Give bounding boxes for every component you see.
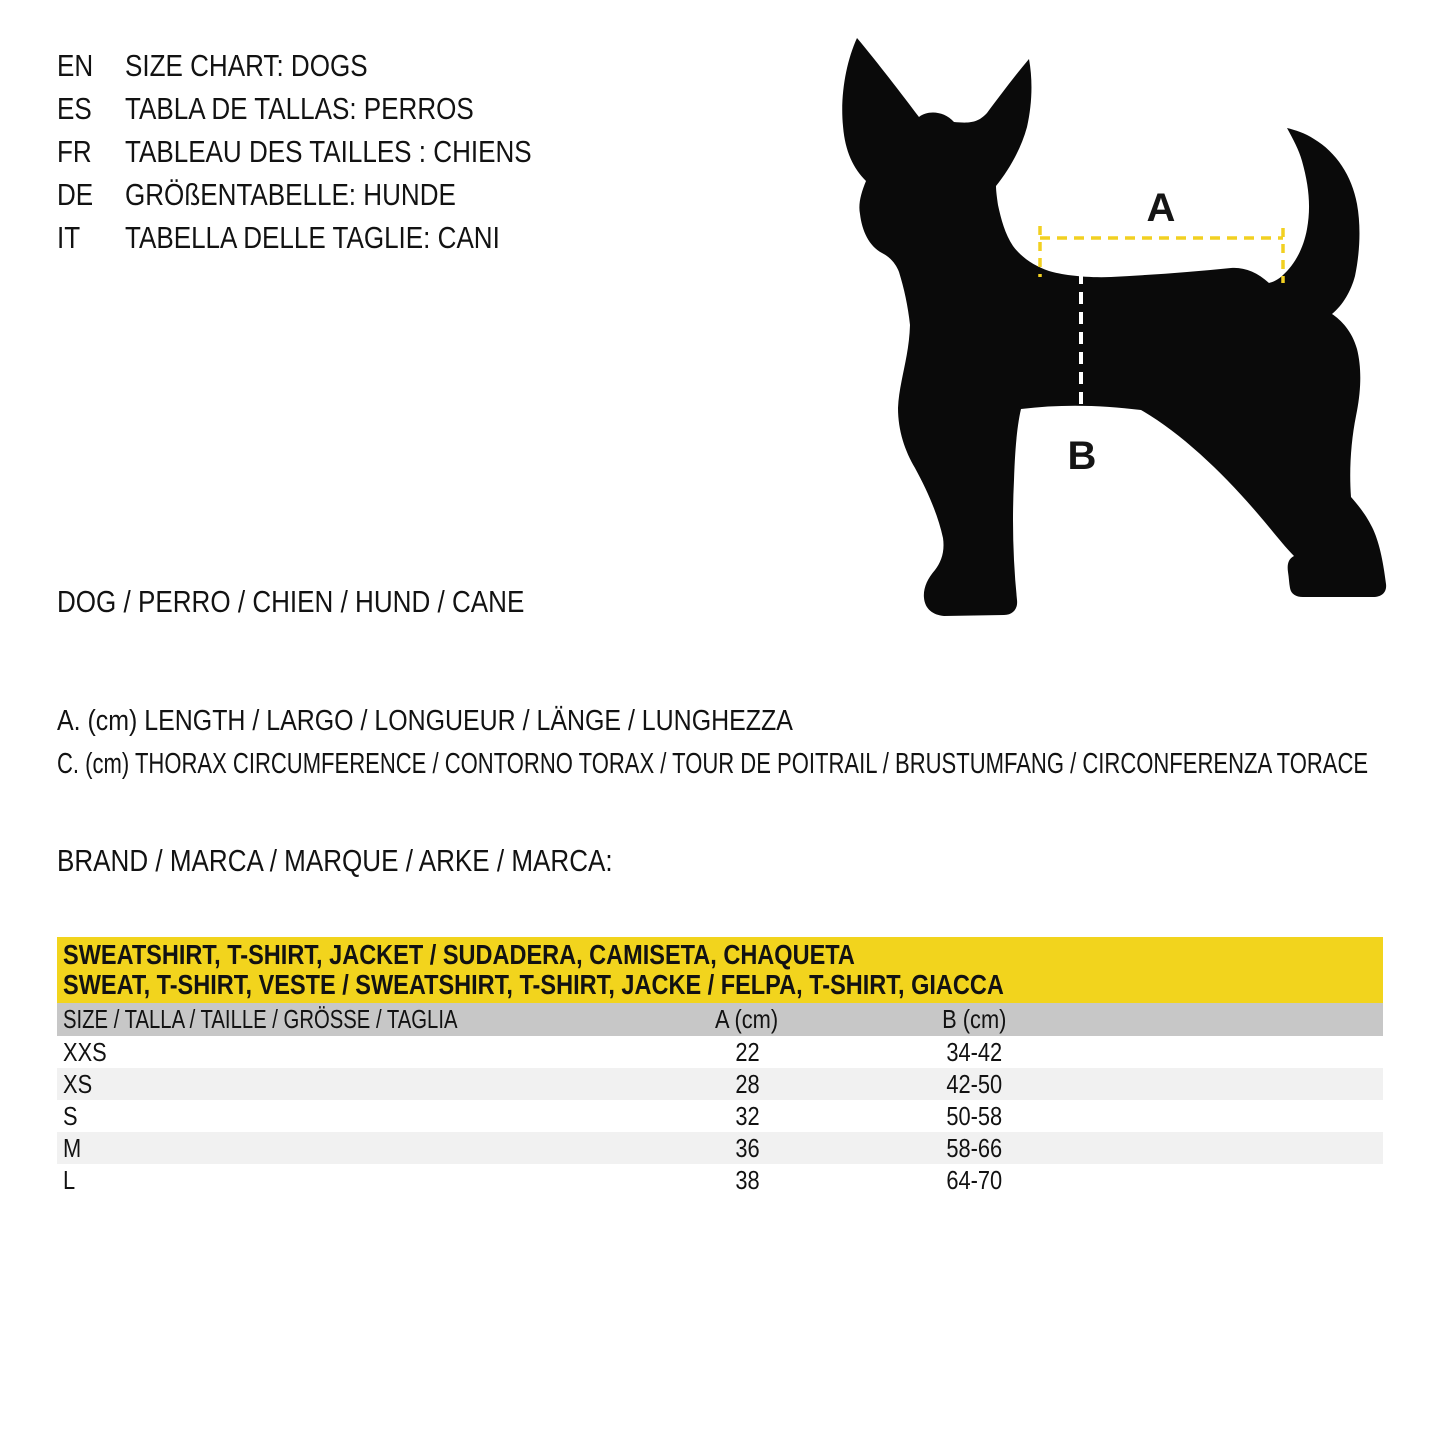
language-title: TABELLA DELLE TAGLIE: CANI <box>125 219 500 255</box>
table-row <box>57 1132 1383 1164</box>
size-value: XS <box>63 1068 93 1099</box>
table-row <box>57 1164 1383 1196</box>
size-table-title-line1: SWEATSHIRT, T-SHIRT, JACKET / SUDADERA, CAMISETA, CHAQUETA <box>63 939 855 970</box>
list-item <box>57 87 609 130</box>
column-header-size: SIZE / TALLA / TAILLE / GRÖSSE / TAGLIA <box>63 1004 458 1034</box>
dog-silhouette-figure <box>820 20 1410 630</box>
column-header-b: B (cm) <box>942 1004 1007 1034</box>
list-item <box>57 216 609 259</box>
a-value: 22 <box>734 1036 760 1067</box>
a-value: 36 <box>734 1132 760 1163</box>
language-title: TABLA DE TALLAS: PERROS <box>125 90 474 126</box>
b-value: 34-42 <box>946 1036 1003 1067</box>
size-table <box>57 937 1383 1196</box>
legend-line-a-text: A. (cm) LENGTH / LARGO / LONGUEUR / LÄNGE / LUNGHEZZA <box>57 705 793 737</box>
column-header-a: A (cm) <box>715 1004 779 1034</box>
b-value: 64-70 <box>946 1164 1003 1195</box>
language-code: IT <box>57 219 81 255</box>
measure-b-label: B <box>1067 434 1097 478</box>
table-row <box>57 1100 1383 1132</box>
b-value: 42-50 <box>946 1068 1003 1099</box>
a-value: 32 <box>734 1100 760 1131</box>
language-title: GRÖßENTABELLE: HUNDE <box>125 176 456 212</box>
list-item <box>57 130 609 173</box>
a-value: 38 <box>734 1164 760 1195</box>
size-table-title <box>57 937 1383 1003</box>
b-value: 50-58 <box>946 1100 1003 1131</box>
language-code: DE <box>57 176 94 212</box>
language-code: ES <box>57 90 92 126</box>
legend-line-a <box>57 705 913 738</box>
language-title: SIZE CHART: DOGS <box>125 47 368 83</box>
b-value: 58-66 <box>946 1132 1003 1163</box>
measure-a-label: A <box>1146 186 1176 230</box>
figure-caption-text: DOG / PERRO / CHIEN / HUND / CANE <box>57 584 525 619</box>
list-item <box>57 173 609 216</box>
a-value: 28 <box>734 1068 760 1099</box>
language-title: TABLEAU DES TAILLES : CHIENS <box>125 133 532 169</box>
figure-caption <box>57 584 613 620</box>
table-row <box>57 1036 1383 1068</box>
size-value: L <box>63 1164 76 1195</box>
size-table-header-row <box>57 1003 1383 1036</box>
table-row <box>57 1068 1383 1100</box>
legend-line-c <box>57 748 1445 781</box>
brand-line-text: BRAND / MARCA / MARQUE / ARKE / MARCA: <box>57 843 613 878</box>
size-value: XXS <box>63 1036 107 1067</box>
size-value: M <box>63 1132 82 1163</box>
language-title-list <box>57 44 609 259</box>
language-code: FR <box>57 133 92 169</box>
legend-line-c-text: C. (cm) THORAX CIRCUMFERENCE / CONTORNO TORAX / TOUR DE POITRAIL / BRUSTUMFANG / CIRCONFERENZA TORACE <box>57 748 1369 780</box>
language-code: EN <box>57 47 94 83</box>
list-item <box>57 44 609 87</box>
size-value: S <box>63 1100 78 1131</box>
dog-silhouette-shape <box>842 38 1386 616</box>
size-table-title-line2: SWEAT, T-SHIRT, VESTE / SWEATSHIRT, T-SHIRT, JACKE / FELPA, T-SHIRT, GIACCA <box>63 969 1004 1000</box>
brand-line <box>57 843 718 879</box>
